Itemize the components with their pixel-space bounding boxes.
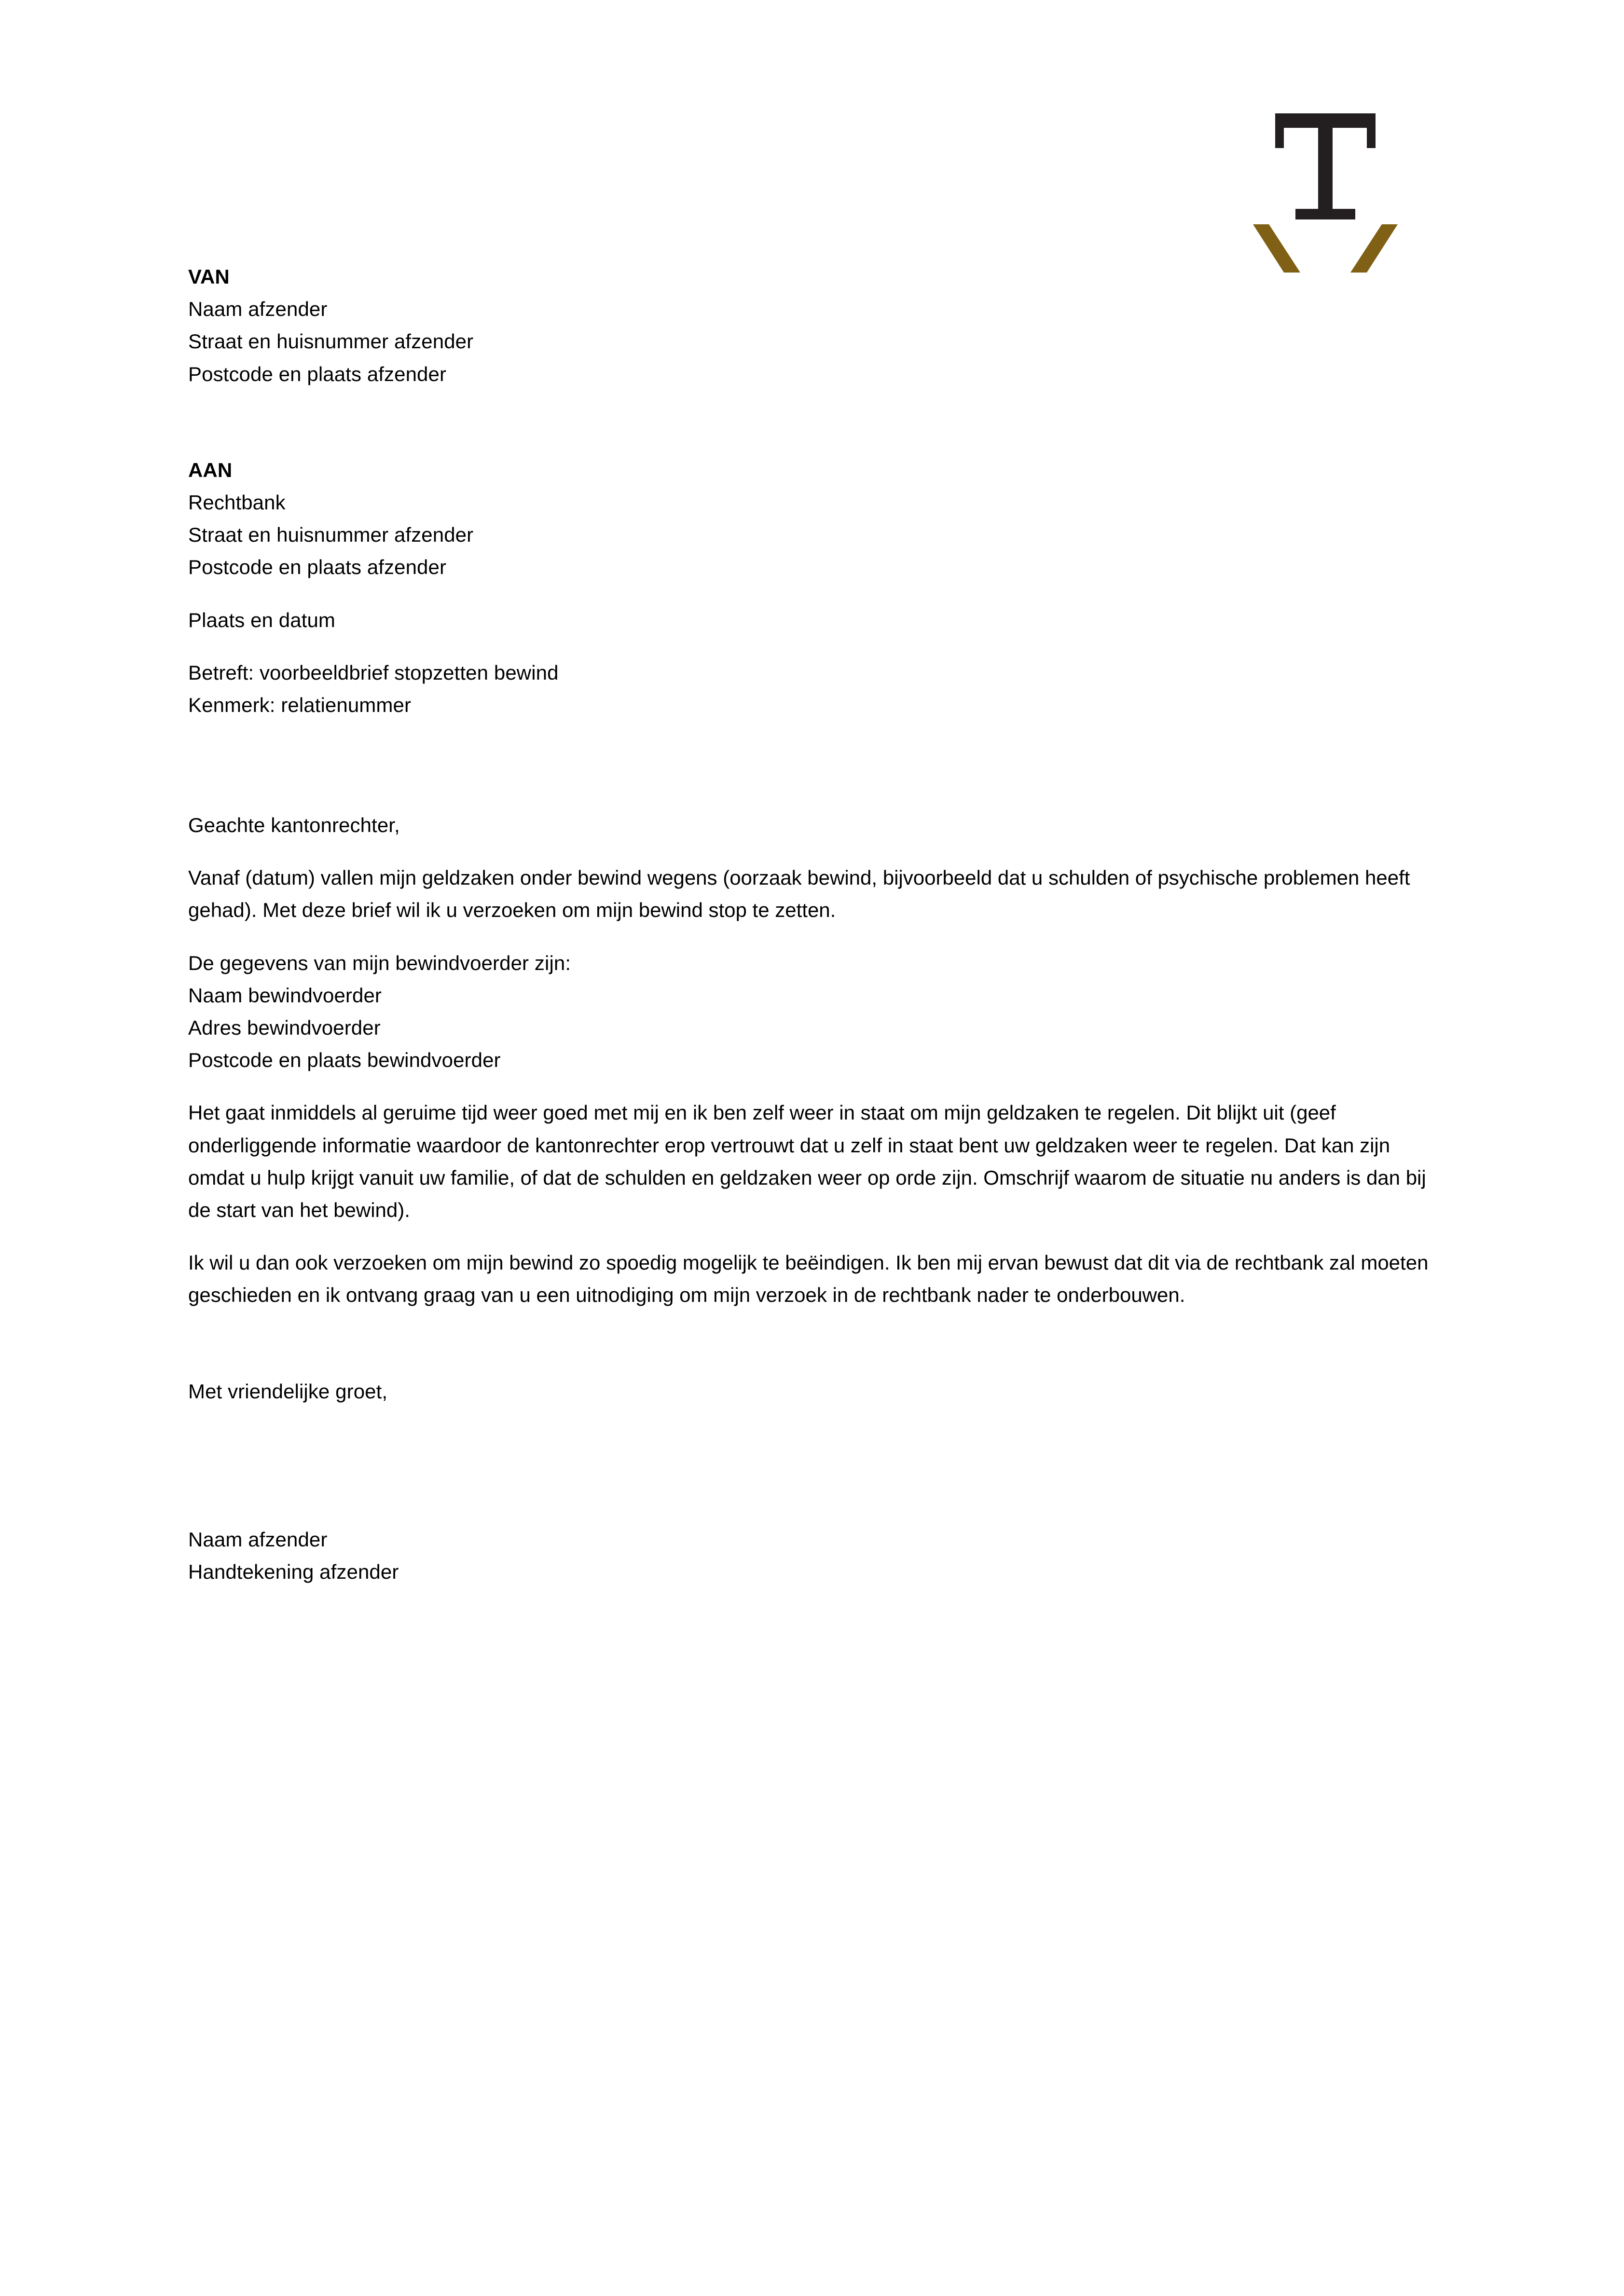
subject-line: Betreft: voorbeeldbrief stopzetten bewind (188, 661, 559, 684)
place-and-date-block (188, 604, 1433, 636)
administrator-line-1: Naam bewindvoerder (188, 984, 382, 1007)
recipient-block (188, 454, 1433, 584)
recipient-line-3: Postcode en plaats afzender (188, 556, 447, 579)
tv-monogram-logo (1242, 104, 1409, 273)
spacer (188, 927, 1433, 947)
place-and-date: Plaats en datum (188, 608, 336, 631)
spacer (188, 1312, 1433, 1375)
reference-block (188, 656, 1433, 721)
salutation: Geachte kantonrechter, (188, 814, 400, 837)
recipient-line-2: Straat en huisnummer afzender (188, 523, 474, 547)
signature-space (188, 1408, 1433, 1523)
signature-line-1: Naam afzender (188, 1528, 328, 1551)
signature-block (188, 1523, 1433, 1588)
reference-line: Kenmerk: relatienummer (188, 693, 412, 716)
body-paragraph-3: Ik wil u dan ook verzoeken om mijn bewind zo spoedig mogelijk te beëindigen. Ik ben mij ervan bewust dat dit via de rechtbank zal moeten geschieden en ik ontvang graag van u een uitnodiging om mijn verzoek in de rechtbank nader te onderbouwen. (188, 1251, 1429, 1307)
spacer (188, 390, 1433, 454)
spacer (188, 841, 1433, 861)
closing-greeting: Met vriendelijke groet, (188, 1380, 388, 1403)
sender-line-3: Postcode en plaats afzender (188, 362, 447, 385)
logo-t-shape (1275, 113, 1376, 219)
spacer (188, 1076, 1433, 1096)
spacer (188, 636, 1433, 656)
administrator-block (188, 947, 1433, 1077)
sender-line-2: Straat en huisnummer afzender (188, 330, 474, 353)
sender-line-1: Naam afzender (188, 298, 328, 321)
spacer (188, 1226, 1433, 1246)
closing-greeting-block (188, 1375, 1433, 1408)
body-paragraph-2: Het gaat inmiddels al geruime tijd weer goed met mij en ik ben zelf weer in staat om mijn geldzaken te regelen. Dit blijkt uit (geef onderliggende informatie waardoor de kantonrechter erop vertrouwt dat u zelf in staat bent uw geldzaken weer te regelen. Dat kan zijn omdat u hulp krijgt vanuit uw familie, of dat de schulden en geldzaken weer op orde zijn. Omschrijf waarom de situatie nu anders is dan bij de start van het bewind). (188, 1101, 1426, 1221)
administrator-intro: De gegevens van mijn bewindvoerder zijn: (188, 951, 571, 974)
spacer (188, 721, 1433, 809)
recipient-line-1: Rechtbank (188, 491, 286, 514)
recipient-label: AAN (188, 458, 233, 481)
letter-content (188, 260, 1433, 1588)
administrator-line-3: Postcode en plaats bewindvoerder (188, 1049, 501, 1072)
salutation-block (188, 809, 1433, 841)
signature-line-2: Handtekening afzender (188, 1560, 399, 1583)
sender-label: VAN (188, 265, 230, 288)
sender-block (188, 260, 1433, 390)
body-paragraph-1: Vanaf (datum) vallen mijn geldzaken onder bewind wegens (oorzaak bewind, bijvoorbeeld dat u schulden of psychische problemen heeft gehad). Met deze brief wil ik u verzoeken om mijn bewind stop te zetten. (188, 866, 1410, 922)
spacer (188, 584, 1433, 604)
administrator-line-2: Adres bewindvoerder (188, 1016, 381, 1039)
